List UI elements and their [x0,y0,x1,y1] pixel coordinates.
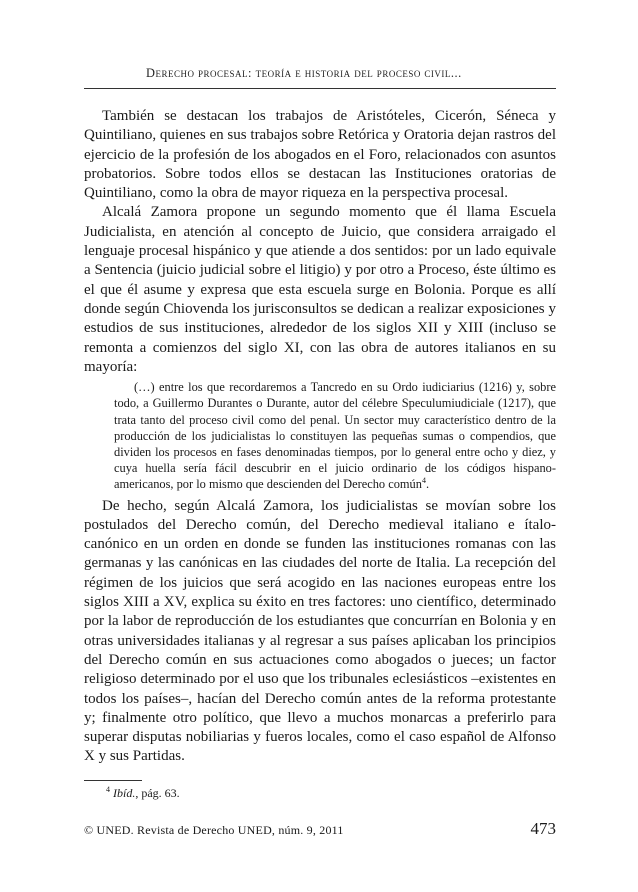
page-number: 473 [530,819,556,838]
footnote-ibid: Ibíd. [113,786,136,800]
block-quote [114,379,556,492]
footer-journal: © UNED. Revista de Derecho UNED, núm. 9, 2011 [84,823,344,837]
running-header: Derecho procesal: teoría e historia del proceso civil... [146,66,462,80]
footnote [106,786,180,801]
footnote-rule [84,780,142,781]
paragraph-1: También se destacan los trabajos de Aristóteles, Cicerón, Séneca y Quintiliano, quienes en sus trabajos sobre Retórica y Oratoria dejan rastros del ejercicio de la profesión de los abogados en el Foro, relacionados con asuntos probatorios. Sobre todos ellos se destacan las Instituciones oratorias de Quintiliano, como la obra de mayor riqueza en la perspectiva procesal. [84,108,556,202]
paragraph-2: Alcalá Zamora propone un segundo momento que él llama Escuela Judicialista, en atención al concepto de Juicio, que considera arraigado el lenguaje procesal hispánico y que atiende a dos sentidos: por un lado equivale a Sentencia (juicio judicial sobre el litigio) y por otro a Proceso, éste último es el que él asume y expresa que esta escuela surge en Bolonia. Porque es allí donde según Chiovenda los jurisconsultos se dedican a realizar exposiciones y estudios de sus instituciones, alrededor de los siglos XII y XIII (incluso se remonta a comienzos del siglo XI, con las obra de autores italianos en su mayoría: [84,204,556,375]
paragraph-3: De hecho, según Alcalá Zamora, los judicialistas se movían sobre los postulados del Derecho común, del Derecho medieval italiano e ítalo-canónico en un orden en donde se funden las instituciones romanas con las germanas y las canónicas en las ciudades del norte de Italia. La recepción del régimen de los juicios que será acogido en las naciones europeas entre los siglos XIII a XV, explica su éxito en tres factores: uno científico, determinado por la labor de reproducción de los estudiantes que concurrían en Bolonia y en otras universidades italianas y al regresar a sus países aplicaban los principios del Derecho común en sus actuaciones como abogados o jueces; un factor religioso determinado por el uso que los tribunales eclesiásticos –existentes en todos los países–, hacían del Derecho común antes de la reforma protestante y; finalmente otro político, que llevo a muchos monarcas a preferirlo para superar disputas nobiliarias y fueros locales, como el caso español de Alfonso X y sus Partidas. [84,497,556,765]
footnote-number: 4 [106,785,110,794]
page-footer [84,819,556,841]
footnote-page: , pág. 63. [135,786,180,800]
quote-body: (…) entre los que recordaremos a Tancredo en su Ordo iudiciarius (1216) y, sobre todo, a Guillermo Durantes o Durante, autor del célebre Speculumiudiciale (1217), que trata tanto del proceso civil como del penal. Un sector muy característico dentro de la producción de los judicialistas lo constituyen las pequeñas sumas o compendios, que dividen los procesos en fases denominadas tiempos, por lo general entre ocho y diez, y cuya huella sería fácil descubrir en el juicio ordinario de los códigos hispano-americanos, por lo mismo que descienden del Derecho común [114,380,556,492]
block-quote-text [114,379,556,492]
quote-end: . [425,477,430,492]
body-text [84,107,556,767]
header-rule [84,88,556,89]
footnote-reference[interactable]: 4 [421,476,426,486]
